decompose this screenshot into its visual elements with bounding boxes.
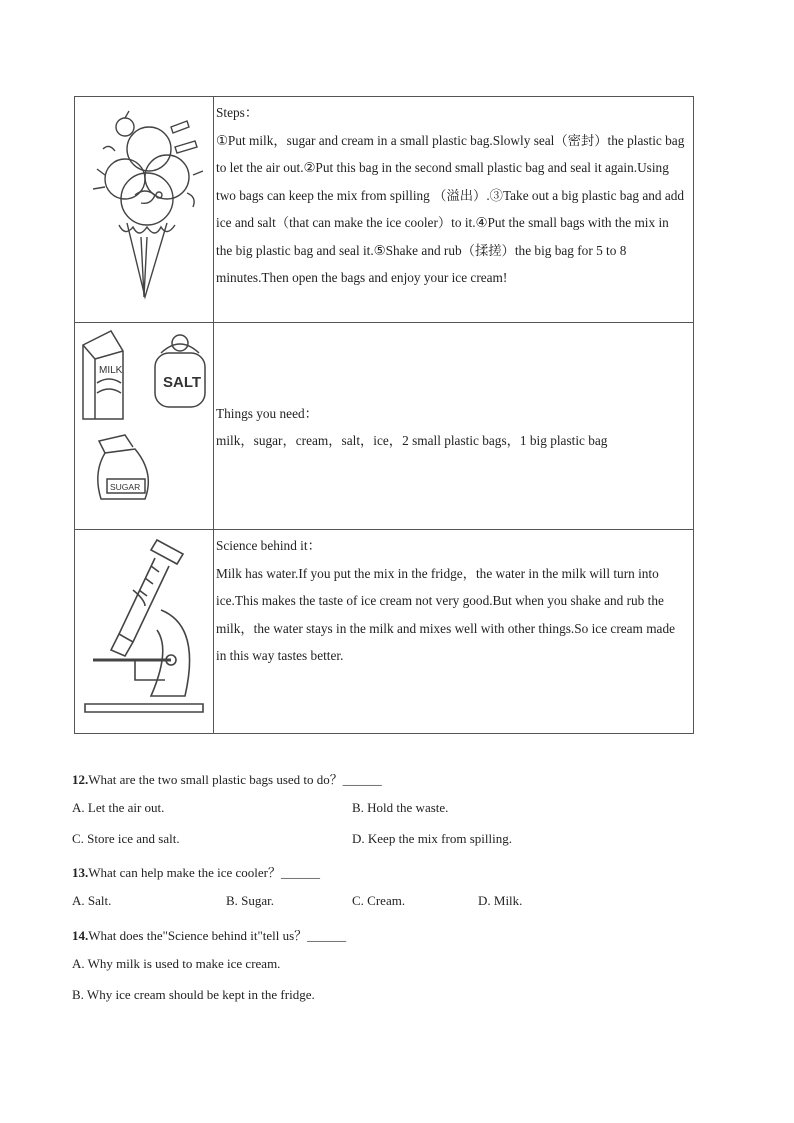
table-row-steps (75, 97, 694, 323)
option-13-d[interactable]: D. Milk. (478, 893, 523, 908)
option-13-b[interactable]: B. Sugar. (226, 893, 275, 908)
option-14-a[interactable]: A. Why milk is used to make ice cream. (72, 956, 281, 971)
option-13-c[interactable]: C. Cream. (352, 893, 406, 908)
microscope-illustration (75, 530, 214, 734)
ice-cream-illustration (75, 97, 214, 323)
table-row-things (75, 323, 694, 530)
question-text: What are the two small plastic bags used to do？______ (88, 772, 382, 787)
ice-cream-cone-icon (75, 97, 213, 319)
things-cell (214, 323, 694, 530)
steps-heading: Steps： (216, 105, 259, 120)
table-row-science (75, 530, 694, 734)
sugar-label: SUGAR (110, 482, 141, 492)
option-14-b[interactable]: B. Why ice cream should be kept in the fridge. (72, 987, 315, 1002)
question-14 (72, 925, 346, 944)
ingredients-icon (75, 323, 213, 526)
science-heading: Science behind it： (216, 538, 321, 553)
question-number: 12. (72, 772, 89, 787)
option-13-a[interactable]: A. Salt. (72, 893, 112, 908)
option-12-d[interactable]: D. Keep the mix from spilling. (352, 831, 512, 846)
microscope-icon (75, 530, 213, 730)
option-12-b[interactable]: B. Hold the waste. (352, 800, 449, 815)
option-12-a[interactable]: A. Let the air out. (72, 800, 165, 815)
things-body: milk，sugar，cream，salt，ice，2 small plastic bags，1 big plastic bag (216, 433, 608, 448)
salt-label: SALT (163, 374, 202, 391)
reading-table (74, 96, 694, 734)
question-number: 13. (72, 865, 89, 880)
question-13 (72, 862, 320, 881)
milk-label: MILK (99, 365, 123, 376)
ingredients-illustration (75, 323, 214, 530)
steps-cell (214, 97, 694, 323)
question-text: What does the"Science behind it"tell us？______ (88, 928, 347, 943)
question-number: 14. (72, 928, 89, 943)
things-heading: Things you need： (216, 405, 318, 421)
option-12-c[interactable]: C. Store ice and salt. (72, 831, 180, 846)
science-body: Milk has water.If you put the mix in the fridge，the water in the milk will turn into ice.This makes the taste of ice cream not very good.But when you shake and rub the milk，the water stays in the milk and mixes well with other things.So ice cream made in this way tastes better. (216, 565, 676, 663)
steps-body: ①Put milk，sugar and cream in a small plastic bag.Slowly seal（密封）the plastic bag to let the air out.②Put this bag in the second small plastic bag and seal it again.Using two bags can keep the mix from spilling （溢出）.③Take out a big plastic bag and add ice and salt（that can make the ice cooler）to it.④Put the small bags with the mix in the big plastic bag and seal it.⑤Shake and rub（揉搓）the big bag for 5 to 8 minutes.Then open the bags and enjoy your ice cream! (216, 132, 685, 285)
question-12 (72, 769, 382, 788)
science-cell (214, 530, 694, 734)
question-text: What can help make the ice cooler？______ (88, 865, 320, 880)
